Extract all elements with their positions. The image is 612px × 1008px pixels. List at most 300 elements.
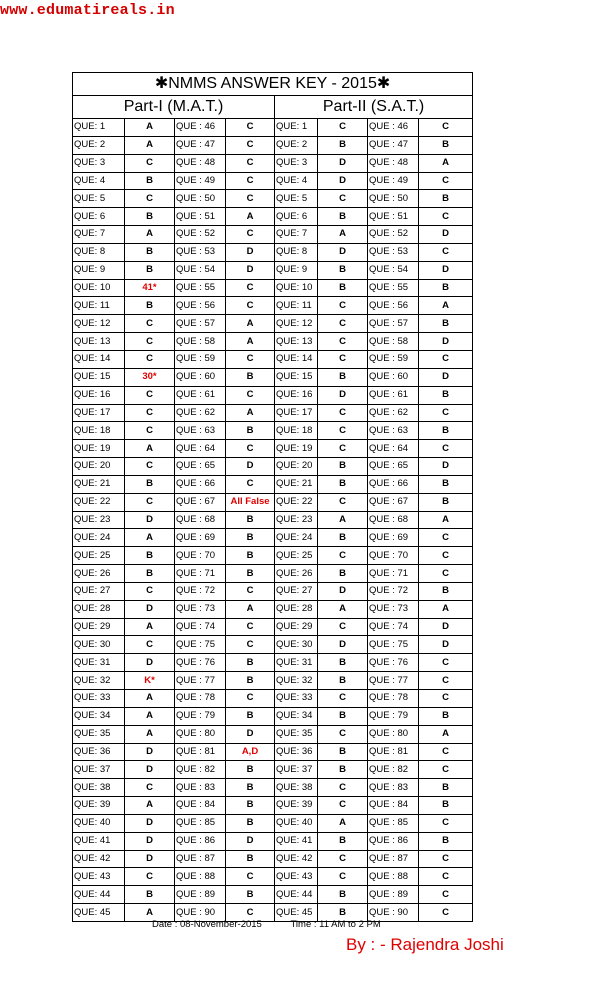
table-row [73,261,473,279]
answer-cell: C [419,886,473,904]
question-cell: QUE : 85 [368,814,419,832]
question-cell: QUE : 64 [368,440,419,458]
answer-cell: B [419,707,473,725]
answer-cell: A [125,440,175,458]
question-cell: QUE: 21 [275,475,318,493]
answer-cell: B [318,761,368,779]
answer-cell: A [318,814,368,832]
question-cell: QUE: 30 [73,636,125,654]
question-cell: QUE : 50 [368,190,419,208]
question-cell: QUE: 6 [73,208,125,226]
question-cell: QUE: 40 [275,814,318,832]
question-cell: QUE : 84 [368,797,419,815]
answer-cell: A [125,226,175,244]
table-row [73,797,473,815]
answer-cell: B [125,475,175,493]
question-cell: QUE : 88 [175,868,226,886]
table-row [73,422,473,440]
question-cell: QUE: 28 [73,600,125,618]
answer-cell: B [419,832,473,850]
table-row [73,529,473,547]
question-cell: QUE: 38 [73,779,125,797]
answer-cell: D [419,618,473,636]
question-cell: QUE : 63 [368,422,419,440]
question-cell: QUE : 62 [368,404,419,422]
answer-cell: C [419,814,473,832]
answer-cell: B [125,172,175,190]
answer-cell: B [419,582,473,600]
question-cell: QUE : 52 [175,226,226,244]
question-cell: QUE : 74 [175,618,226,636]
footer-line [152,919,381,930]
answer-cell: C [125,190,175,208]
question-cell: QUE : 90 [175,904,226,922]
table-row [73,547,473,565]
answer-cell: C [318,779,368,797]
answer-cell: C [226,618,275,636]
answer-cell: B [125,547,175,565]
question-cell: QUE: 42 [73,850,125,868]
answer-cell: A [419,297,473,315]
answer-cell: A [419,600,473,618]
question-cell: QUE : 47 [368,136,419,154]
part1-heading: Part-I (M.A.T.) [73,96,275,119]
answer-cell: C [125,779,175,797]
table-row [73,440,473,458]
answer-cell: C [419,904,473,922]
answer-cell: D [318,154,368,172]
question-cell: QUE: 11 [275,297,318,315]
question-cell: QUE : 51 [368,208,419,226]
question-cell: QUE : 46 [368,119,419,137]
answer-cell: C [419,565,473,583]
question-cell: QUE : 66 [175,475,226,493]
answer-cell: B [226,565,275,583]
answer-cell: B [318,707,368,725]
question-cell: QUE: 17 [275,404,318,422]
answer-cell: C [226,226,275,244]
question-cell: QUE: 45 [73,904,125,922]
question-cell: QUE: 23 [73,511,125,529]
answer-cell: C [419,654,473,672]
answer-cell: C [419,743,473,761]
question-cell: QUE : 60 [368,368,419,386]
question-cell: QUE : 58 [175,333,226,351]
answer-cell: B [318,654,368,672]
answer-cell: C [318,725,368,743]
answer-cell: D [419,636,473,654]
question-cell: QUE: 9 [275,261,318,279]
table-row [73,868,473,886]
question-cell: QUE: 7 [275,226,318,244]
question-cell: QUE : 69 [175,529,226,547]
question-cell: QUE: 45 [275,904,318,922]
answer-cell: B [318,261,368,279]
answer-cell: C [318,618,368,636]
question-cell: QUE: 27 [275,582,318,600]
answer-cell: B [318,832,368,850]
question-cell: QUE: 25 [73,547,125,565]
answer-cell: D [125,850,175,868]
question-cell: QUE: 20 [73,458,125,476]
question-cell: QUE: 8 [275,243,318,261]
answer-cell: C [125,333,175,351]
question-cell: QUE : 66 [368,475,419,493]
question-cell: QUE: 10 [73,279,125,297]
question-cell: QUE : 85 [175,814,226,832]
table-row [73,850,473,868]
question-cell: QUE: 35 [73,725,125,743]
question-cell: QUE : 82 [175,761,226,779]
answer-cell: C [419,350,473,368]
answer-cell: B [318,458,368,476]
question-cell: QUE : 70 [368,547,419,565]
answer-cell: A [125,904,175,922]
question-cell: QUE: 24 [73,529,125,547]
table-row [73,618,473,636]
answer-cell: B [318,565,368,583]
table-row [73,315,473,333]
table-row [73,493,473,511]
answer-cell: A [419,154,473,172]
answer-cell: D [318,386,368,404]
question-cell: QUE : 69 [368,529,419,547]
question-cell: QUE: 21 [73,475,125,493]
question-cell: QUE: 12 [73,315,125,333]
question-cell: QUE : 74 [368,618,419,636]
answer-cell: D [419,261,473,279]
table-row [73,707,473,725]
question-cell: QUE: 5 [73,190,125,208]
answer-cell: A [226,404,275,422]
answer-cell: C [226,636,275,654]
table-row [73,154,473,172]
answer-cell: D [318,636,368,654]
question-cell: QUE: 38 [275,779,318,797]
answer-cell: A [125,797,175,815]
question-cell: QUE: 11 [73,297,125,315]
table-row [73,761,473,779]
answer-cell: 41* [125,279,175,297]
question-cell: QUE : 68 [368,511,419,529]
answer-cell: C [226,297,275,315]
answer-cell: C [419,172,473,190]
question-cell: QUE : 61 [368,386,419,404]
question-cell: QUE: 23 [275,511,318,529]
question-cell: QUE : 55 [175,279,226,297]
question-cell: QUE : 80 [175,725,226,743]
question-cell: QUE: 36 [275,743,318,761]
question-cell: QUE: 13 [275,333,318,351]
answer-cell: C [226,119,275,137]
answer-cell: B [419,797,473,815]
answer-cell: D [125,654,175,672]
table-row [73,636,473,654]
question-cell: QUE : 77 [368,672,419,690]
answer-cell: C [318,333,368,351]
question-cell: QUE: 2 [73,136,125,154]
answer-cell: C [318,868,368,886]
question-cell: QUE : 67 [368,493,419,511]
part2-heading: Part-II (S.A.T.) [275,96,473,119]
answer-cell: B [318,886,368,904]
answer-cell: C [125,582,175,600]
question-cell: QUE: 26 [275,565,318,583]
answer-cell: D [318,243,368,261]
question-cell: QUE: 15 [275,368,318,386]
question-cell: QUE: 31 [73,654,125,672]
answer-cell: A [226,333,275,351]
answer-cell: D [125,511,175,529]
question-cell: QUE : 86 [175,832,226,850]
question-cell: QUE : 57 [368,315,419,333]
question-cell: QUE: 15 [73,368,125,386]
question-cell: QUE : 71 [175,565,226,583]
question-cell: QUE : 88 [368,868,419,886]
answer-cell: C [318,422,368,440]
question-cell: QUE: 40 [73,814,125,832]
question-cell: QUE: 29 [73,618,125,636]
answer-cell: C [125,636,175,654]
question-cell: QUE: 14 [275,350,318,368]
question-cell: QUE: 33 [275,690,318,708]
question-cell: QUE : 68 [175,511,226,529]
answer-cell: C [226,386,275,404]
answer-cell: D [125,600,175,618]
question-cell: QUE: 4 [275,172,318,190]
question-cell: QUE: 3 [275,154,318,172]
answer-cell: C [226,136,275,154]
question-cell: QUE: 6 [275,208,318,226]
answer-cell: C [125,404,175,422]
question-cell: QUE: 18 [275,422,318,440]
answer-rows [73,119,473,922]
answer-cell: 30* [125,368,175,386]
question-cell: QUE : 65 [368,458,419,476]
exam-time: Time : 11 AM to 2 PM [290,919,381,930]
answer-cell: A [419,725,473,743]
answer-cell: B [419,136,473,154]
question-cell: QUE : 52 [368,226,419,244]
question-cell: QUE: 22 [275,493,318,511]
question-cell: QUE : 81 [368,743,419,761]
answer-cell: B [419,422,473,440]
answer-cell: C [419,529,473,547]
question-cell: QUE: 37 [275,761,318,779]
answer-cell: B [125,261,175,279]
question-cell: QUE: 1 [275,119,318,137]
question-cell: QUE : 71 [368,565,419,583]
answer-cell: B [318,136,368,154]
table-row [73,565,473,583]
answer-cell: D [318,582,368,600]
answer-cell: C [318,850,368,868]
question-cell: QUE : 49 [368,172,419,190]
question-cell: QUE : 64 [175,440,226,458]
table-row [73,600,473,618]
question-cell: QUE : 57 [175,315,226,333]
question-cell: QUE : 83 [175,779,226,797]
answer-cell: C [125,315,175,333]
answer-cell: B [226,422,275,440]
question-cell: QUE: 31 [275,654,318,672]
question-cell: QUE: 39 [275,797,318,815]
table-row [73,814,473,832]
question-cell: QUE: 24 [275,529,318,547]
answer-cell: B [125,297,175,315]
question-cell: QUE : 81 [175,743,226,761]
question-cell: QUE : 72 [368,582,419,600]
question-cell: QUE: 33 [73,690,125,708]
answer-cell: C [318,493,368,511]
answer-cell: C [419,761,473,779]
answer-cell: B [226,672,275,690]
question-cell: QUE: 27 [73,582,125,600]
answer-cell: C [419,547,473,565]
answer-cell: B [226,797,275,815]
question-cell: QUE: 16 [73,386,125,404]
question-cell: QUE: 12 [275,315,318,333]
question-cell: QUE : 87 [175,850,226,868]
question-cell: QUE : 51 [175,208,226,226]
answer-cell: B [226,761,275,779]
answer-cell: D [419,458,473,476]
answer-cell: A [226,600,275,618]
answer-cell: B [419,475,473,493]
answer-cell: C [125,350,175,368]
exam-date: Date : 08-November-2015 [152,919,262,930]
question-cell: QUE : 75 [368,636,419,654]
question-cell: QUE: 29 [275,618,318,636]
question-cell: QUE : 73 [175,600,226,618]
answer-cell: B [125,565,175,583]
answer-cell: C [318,547,368,565]
answer-cell: C [226,475,275,493]
question-cell: QUE : 62 [175,404,226,422]
table-row [73,350,473,368]
table-row [73,297,473,315]
question-cell: QUE : 54 [368,261,419,279]
answer-cell: C [419,404,473,422]
answer-cell: A [419,511,473,529]
answer-cell: C [318,190,368,208]
question-cell: QUE: 14 [73,350,125,368]
answer-cell: B [419,315,473,333]
question-cell: QUE: 32 [275,672,318,690]
question-cell: QUE : 78 [368,690,419,708]
answer-cell: D [318,172,368,190]
answer-cell: B [318,904,368,922]
table-row [73,475,473,493]
answer-cell: B [318,279,368,297]
question-cell: QUE : 56 [368,297,419,315]
answer-cell: C [226,279,275,297]
answer-cell: B [318,529,368,547]
answer-cell: B [226,707,275,725]
question-cell: QUE : 48 [175,154,226,172]
answer-cell: C [318,297,368,315]
page-title: ✱NMMS ANSWER KEY - 2015✱ [73,73,473,96]
question-cell: QUE: 41 [73,832,125,850]
question-cell: QUE: 10 [275,279,318,297]
question-cell: QUE: 34 [275,707,318,725]
answer-cell: A [125,119,175,137]
answer-cell: K* [125,672,175,690]
table-row [73,190,473,208]
answer-cell: A [318,511,368,529]
question-cell: QUE : 86 [368,832,419,850]
answer-cell: A [226,315,275,333]
question-cell: QUE: 30 [275,636,318,654]
question-cell: QUE: 3 [73,154,125,172]
question-cell: QUE : 89 [368,886,419,904]
answer-cell: B [318,475,368,493]
question-cell: QUE : 78 [175,690,226,708]
question-cell: QUE: 9 [73,261,125,279]
answer-cell: B [419,190,473,208]
question-cell: QUE: 8 [73,243,125,261]
answer-cell: D [125,743,175,761]
answer-cell: B [125,208,175,226]
question-cell: QUE : 46 [175,119,226,137]
answer-cell: C [125,458,175,476]
answer-cell: B [419,779,473,797]
question-cell: QUE : 90 [368,904,419,922]
table-row [73,404,473,422]
answer-cell: C [419,208,473,226]
question-cell: QUE: 7 [73,226,125,244]
question-cell: QUE: 20 [275,458,318,476]
answer-cell: A [125,690,175,708]
answer-cell: D [226,261,275,279]
answer-cell: B [125,243,175,261]
question-cell: QUE : 89 [175,886,226,904]
question-cell: QUE : 61 [175,386,226,404]
question-cell: QUE : 67 [175,493,226,511]
answer-cell: C [419,690,473,708]
answer-cell: A [226,208,275,226]
answer-cell: C [318,119,368,137]
question-cell: QUE: 5 [275,190,318,208]
answer-cell: B [125,886,175,904]
question-cell: QUE : 84 [175,797,226,815]
table-row [73,743,473,761]
question-cell: QUE : 54 [175,261,226,279]
question-cell: QUE : 79 [175,707,226,725]
answer-cell: C [226,440,275,458]
answer-cell: D [419,368,473,386]
question-cell: QUE: 2 [275,136,318,154]
answer-cell: B [226,511,275,529]
answer-cell: C [226,172,275,190]
table-row [73,779,473,797]
question-cell: QUE : 55 [368,279,419,297]
question-cell: QUE: 44 [73,886,125,904]
answer-cell: C [125,386,175,404]
answer-cell: D [226,725,275,743]
table-row [73,279,473,297]
question-cell: QUE : 53 [368,243,419,261]
answer-cell: B [226,814,275,832]
question-cell: QUE: 13 [73,333,125,351]
question-cell: QUE: 34 [73,707,125,725]
answer-key-table [72,72,473,922]
question-cell: QUE: 28 [275,600,318,618]
answer-cell: C [318,797,368,815]
question-cell: QUE : 65 [175,458,226,476]
answer-cell: A [125,707,175,725]
answer-cell: D [226,832,275,850]
